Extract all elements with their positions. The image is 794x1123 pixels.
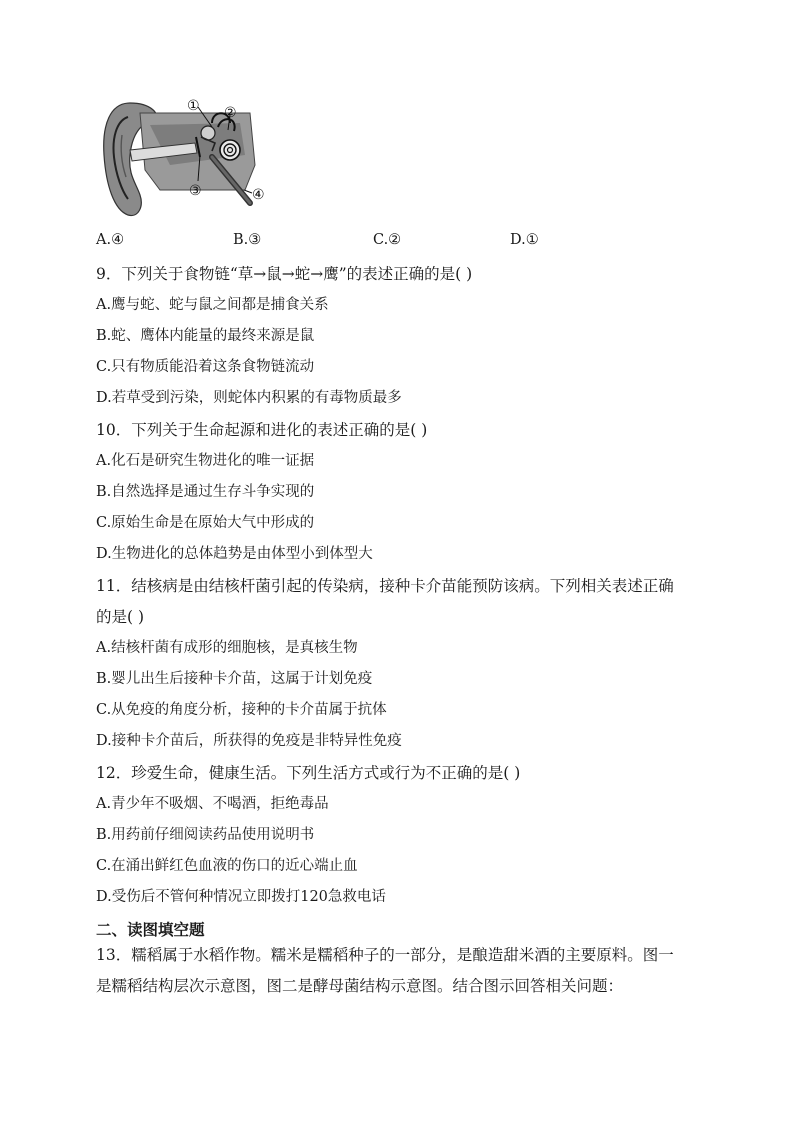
q8-option-a: A.④ bbox=[96, 232, 125, 248]
callout-1: ① bbox=[187, 98, 200, 114]
q11-option-c: C.从免疫的角度分析，接种的卡介苗属于抗体 bbox=[96, 702, 387, 718]
q12-stem: 12．珍爱生命，健康生活。下列生活方式或行为不正确的是( ) bbox=[96, 764, 521, 782]
q8-options bbox=[96, 232, 696, 252]
section-title: 二、读图填空题 bbox=[96, 920, 205, 939]
q11-stem-line1: 11．结核病是由结核杆菌引起的传染病，接种卡介苗能预防该病。下列相关表述正确 bbox=[96, 577, 674, 595]
q8-option-d: D.① bbox=[510, 232, 539, 248]
q11-option-d: D.接种卡介苗后，所获得的免疫是非特异性免疫 bbox=[96, 733, 402, 749]
q13-line1: 13．糯稻属于水稻作物。糯米是糯稻种子的一部分，是酿造甜米酒的主要原料。图一 bbox=[96, 946, 674, 964]
q10-option-a: A.化石是研究生物进化的唯一证据 bbox=[96, 453, 315, 469]
q12-option-d: D.受伤后不管何种情况立即拨打120急救电话 bbox=[96, 889, 386, 905]
callout-2: ② bbox=[224, 105, 237, 121]
q9-stem: 9．下列关于食物链“草→鼠→蛇→鹰”的表述正确的是( ) bbox=[96, 265, 473, 283]
q12-option-b: B.用药前仔细阅读药品使用说明书 bbox=[96, 827, 315, 843]
q9-option-d: D.若草受到污染，则蛇体内积累的有毒物质最多 bbox=[96, 390, 402, 406]
q8-option-b: B.③ bbox=[233, 232, 262, 248]
q10-option-d: D.生物进化的总体趋势是由体型小到体型大 bbox=[96, 546, 373, 562]
q11-option-b: B.婴儿出生后接种卡介苗，这属于计划免疫 bbox=[96, 671, 373, 687]
q10-option-c: C.原始生命是在原始大气中形成的 bbox=[96, 515, 315, 531]
q11-stem-line2: 的是( ) bbox=[96, 608, 145, 626]
q9-option-c: C.只有物质能沿着这条食物链流动 bbox=[96, 359, 315, 375]
q13-line2: 是糯稻结构层次示意图，图二是酵母菌结构示意图。结合图示回答相关问题： bbox=[96, 977, 624, 995]
q8-option-c: C.② bbox=[373, 232, 402, 248]
q9-option-b: B.蛇、鹰体内能量的最终来源是鼠 bbox=[96, 328, 315, 344]
q12-option-a: A.青少年不吸烟、不喝酒，拒绝毒品 bbox=[96, 796, 329, 812]
ear-diagram bbox=[100, 95, 275, 220]
callout-4: ④ bbox=[252, 187, 265, 203]
ear-structure-figure bbox=[100, 95, 275, 220]
q10-option-b: B.自然选择是通过生存斗争实现的 bbox=[96, 484, 315, 500]
q10-stem: 10．下列关于生命起源和进化的表述正确的是( ) bbox=[96, 421, 428, 439]
q12-option-c: C.在涌出鲜红色血液的伤口的近心端止血 bbox=[96, 858, 358, 874]
q9-option-a: A.鹰与蛇、蛇与鼠之间都是捕食关系 bbox=[96, 297, 329, 313]
q11-option-a: A.结核杆菌有成形的细胞核，是真核生物 bbox=[96, 640, 358, 656]
callout-3: ③ bbox=[189, 183, 202, 199]
